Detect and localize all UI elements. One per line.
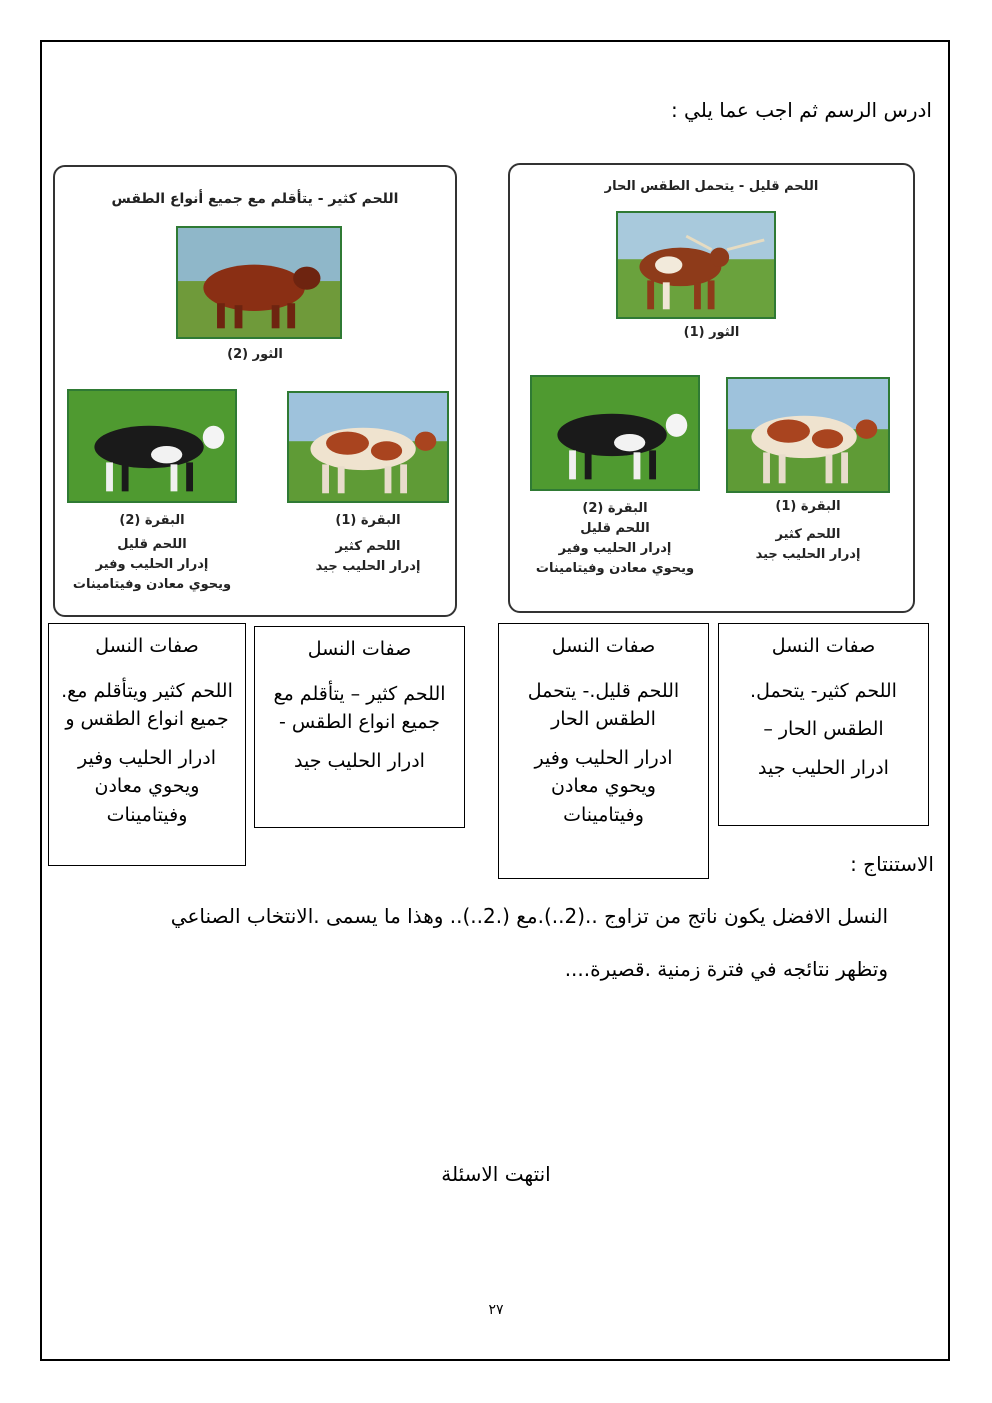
- end-of-questions-text: انتهت الاسئلة: [441, 1162, 551, 1186]
- right-panel-caption: اللحم قليل - يتحمل الطقس الحار: [604, 179, 819, 194]
- offspring-box-1: صفات النسل اللحم كثير ويتأقلم مع. جميع انواع الطقس و ادرار الحليب وفير ويحوي معادن وفيتامينات: [48, 623, 246, 866]
- left-figure-panel: [53, 165, 457, 617]
- bull-2-photo: [176, 226, 342, 339]
- cow-2-photo-left: [67, 389, 237, 503]
- offspring-box-heading: صفات النسل: [95, 635, 199, 657]
- offspring-box-heading: صفات النسل: [307, 638, 412, 660]
- left-panel-caption: اللحم كثير - يتأقلم مع جميع أنواع الطقس: [111, 191, 399, 207]
- cow-1-photo-left: [287, 391, 449, 503]
- offspring-box-heading: صفات النسل: [771, 635, 876, 657]
- cow-2-photo-right: [530, 375, 700, 491]
- cow-1-photo-right: [726, 377, 890, 493]
- cow-1-text-left: البقرة (1) اللحم كثير إدرار الحليب جيد: [315, 513, 421, 575]
- conclusion-label: الاستنتاج :: [850, 852, 934, 876]
- cow-2-text-left: البقرة (2) اللحم قليل إدرار الحليب وفير ويحوي معادن وفيتامينات: [72, 513, 232, 593]
- right-figure-panel: [508, 163, 915, 613]
- bull-1-photo: [616, 211, 776, 319]
- cow-2-text-right: البقرة (2) اللحم قليل إدرار الحليب وفير ويحوي معادن وفيتامينات: [535, 501, 695, 577]
- cow-1-text-right: البقرة (1) اللحم كثير إدرار الحليب جيد: [755, 499, 861, 563]
- bull-2-label: الثور (2): [227, 347, 283, 362]
- conclusion-line-1: النسل الافضل يكون ناتج من تزاوج ..(2..).مع (.2..).. وهذا ما يسمى .الانتخاب الصناعي: [170, 904, 888, 928]
- offspring-box-2: صفات النسل اللحم كثير – يتأقلم مع جميع انواع الطقس - ادرار الحليب جيد: [254, 626, 465, 828]
- offspring-box-4: صفات النسل اللحم كثير- يتحمل. الطقس الحار – ادرار الحليب جيد: [718, 623, 929, 826]
- page-number: ٢٧: [488, 1302, 504, 1318]
- offspring-box-3: صفات النسل اللحم قليل.- يتحمل الطقس الحار ادرار الحليب وفير ويحوي معادن وفيتامينات: [498, 623, 709, 879]
- bull-1-label: الثور (1): [683, 325, 740, 340]
- conclusion-line-2: وتظهر نتائجه في فترة زمنية .قصيرة....: [564, 957, 888, 981]
- instruction-text: ادرس الرسم ثم اجب عما يلي :: [670, 98, 932, 122]
- offspring-box-heading: صفات النسل: [551, 635, 656, 657]
